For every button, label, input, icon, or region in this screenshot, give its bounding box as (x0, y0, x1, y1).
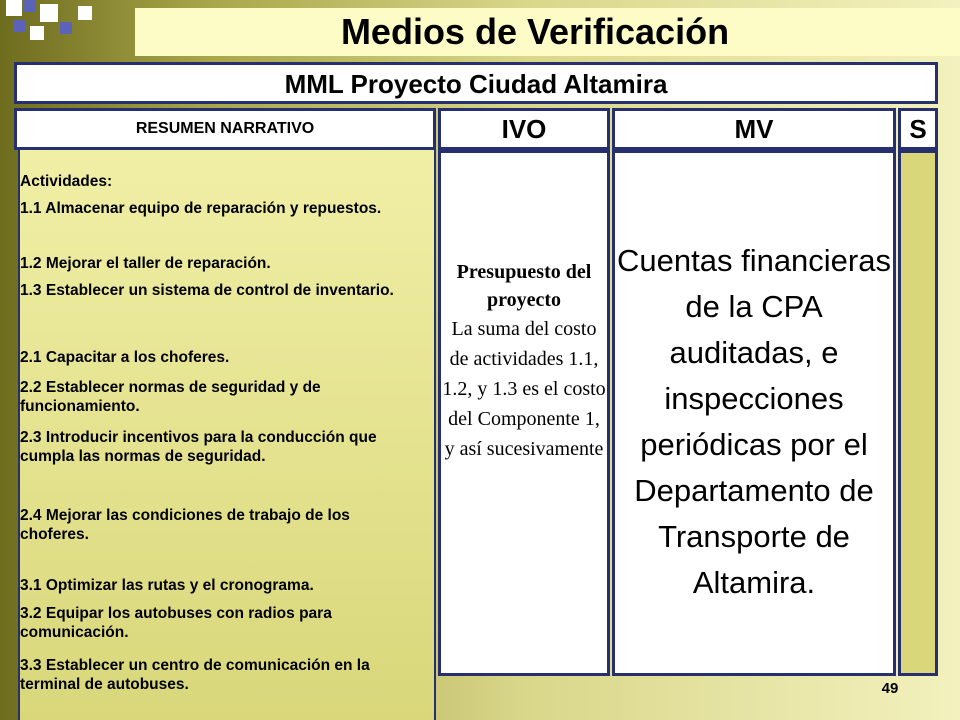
list-item: 2.1 Capacitar a los choferes. (20, 349, 230, 366)
list-item: 1.1 Almacenar equipo de reparación y repuestos. (20, 200, 382, 217)
project-title: MML Proyecto Ciudad Altamira (14, 62, 938, 104)
header-mv: MV (612, 108, 896, 150)
decorative-square (40, 4, 58, 22)
header-ivo: IVO (438, 108, 610, 150)
ivo-body: La suma del costo de actividades 1.1, 1.2, y 1.3 es el costo del Componente 1, y así sucesivamente (442, 318, 606, 460)
list-item: 3.3 Establecer un centro de comunicación en la terminal de autobuses. (20, 657, 370, 693)
header-s: S (898, 108, 938, 150)
mv-content: Cuentas financieras de la CPA auditadas, e inspecciones periódicas por el Departamento de Transporte de Altamira. (617, 243, 891, 600)
decorative-square (14, 20, 26, 32)
list-item: 2.2 Establecer normas de seguridad y de funcionamiento. (20, 379, 321, 415)
ivo-title: Presupuesto del proyecto (456, 261, 592, 311)
decorative-square (60, 22, 72, 34)
page-number: 49 (881, 680, 899, 697)
list-item: 3.2 Equipar los autobuses con radios para comunicación. (20, 605, 332, 641)
list-item: 1.2 Mejorar el taller de reparación. (20, 255, 271, 272)
list-item: 2.4 Mejorar las condiciones de trabajo de los choferes. (20, 507, 350, 543)
ivo-content (441, 258, 607, 464)
decorative-square (30, 26, 44, 40)
slide-title: Medios de Verificación (340, 11, 730, 52)
decorative-square (78, 6, 92, 20)
decorative-square (24, 0, 36, 12)
list-item: 3.1 Optimizar las rutas y el cronograma. (20, 577, 314, 594)
list-item: 1.3 Establecer un sistema de control de inventario. (20, 282, 394, 299)
header-resumen-narrativo: RESUMEN NARRATIVO (14, 108, 436, 150)
list-item: Actividades: (20, 173, 113, 190)
list-item: 2.3 Introducir incentivos para la conducción que cumpla las normas de seguridad. (20, 429, 377, 465)
s-column (898, 150, 938, 676)
decorative-square (6, 0, 22, 16)
